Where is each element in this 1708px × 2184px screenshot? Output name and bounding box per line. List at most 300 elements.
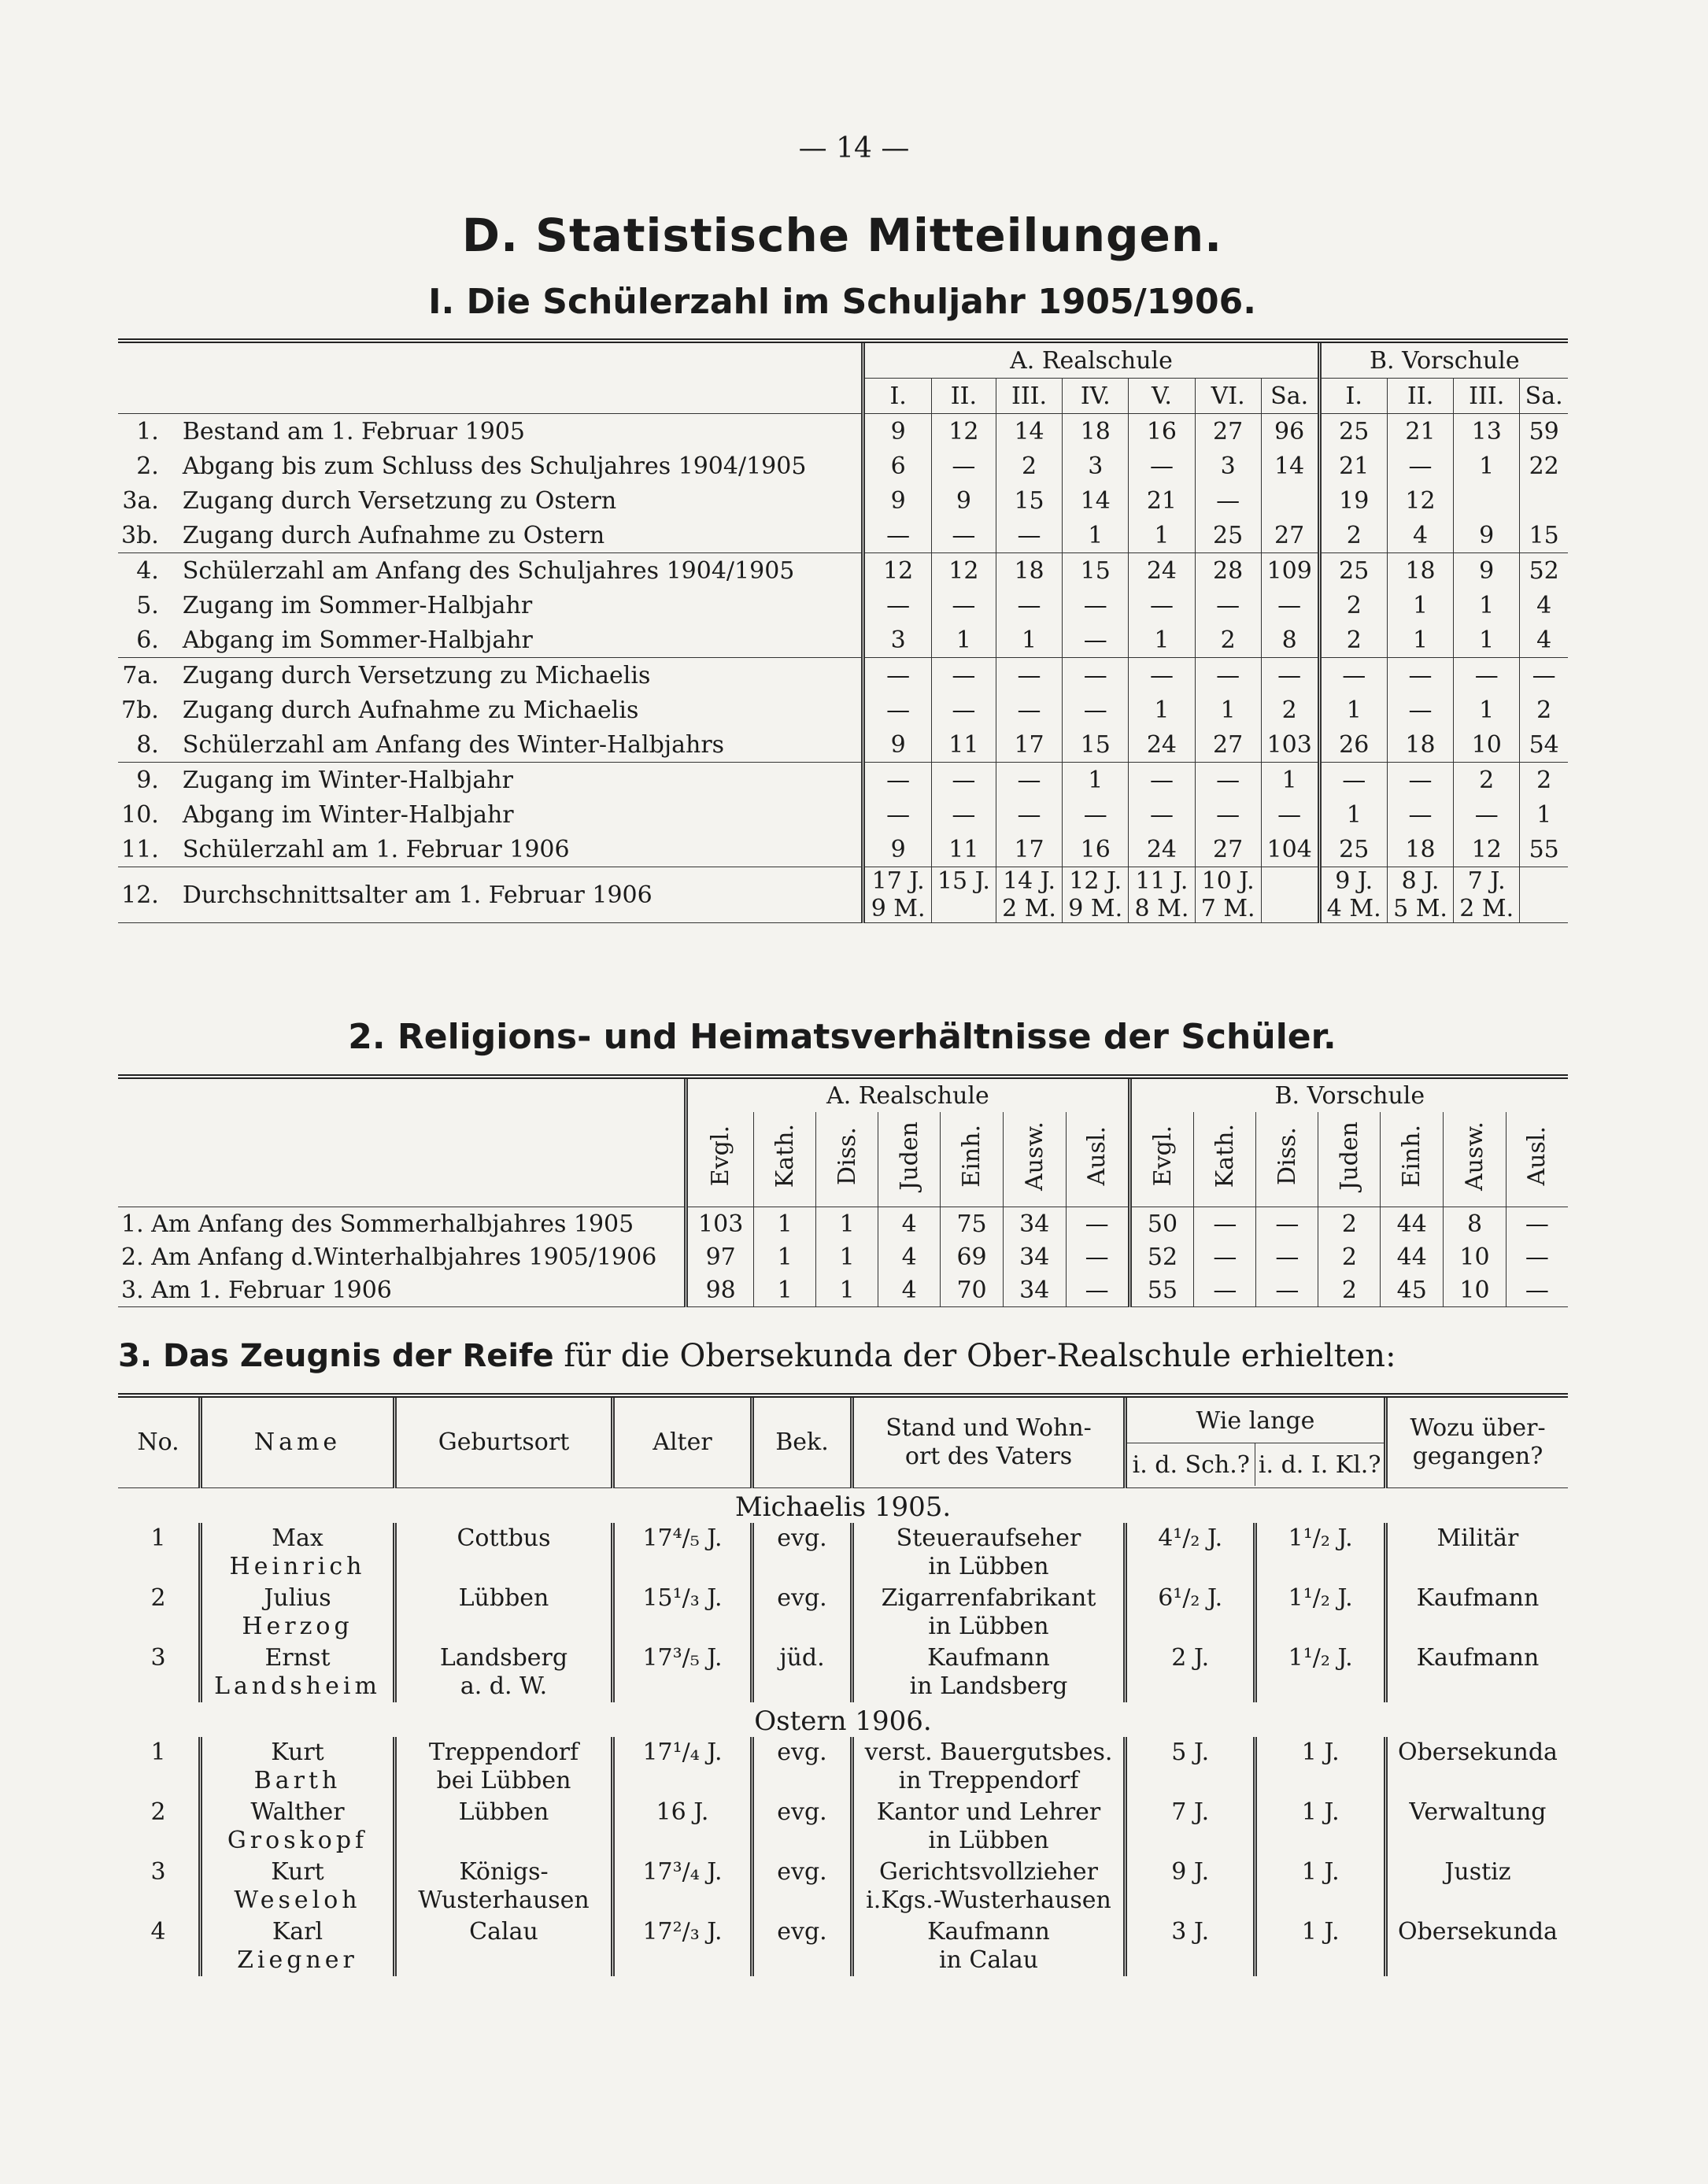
cell-vorschule: 4 <box>1387 518 1453 553</box>
cell-realschule: 14 <box>996 414 1062 449</box>
cell-vorschule: 1 <box>1454 623 1520 658</box>
age-years-vorschule <box>1520 867 1568 896</box>
years-in-school: 4¹/₂ J. <box>1126 1523 1255 1583</box>
years-in-school: 3 J. <box>1126 1916 1255 1976</box>
cell-realschule: 17 <box>996 832 1062 867</box>
cell-vorschule: 10 <box>1454 727 1520 763</box>
father-occupation-line2: in Lübben <box>928 1613 1049 1640</box>
father-occupation <box>852 1857 1126 1916</box>
row-number: 1. <box>118 414 172 449</box>
row-label: Abgang im Sommer-Halbjahr <box>182 626 533 654</box>
t2-group-b: B. Vorschule <box>1129 1077 1568 1112</box>
cell-realschule: — <box>931 518 996 553</box>
cell-realschule: — <box>1195 658 1261 693</box>
years-in-class: 1¹/₂ J. <box>1255 1523 1385 1583</box>
cell-realschule: 24 <box>1129 553 1195 589</box>
t2-col-label: Ausw. <box>1020 1121 1048 1192</box>
row-number: 9. <box>118 763 172 798</box>
father-occupation <box>852 1523 1126 1583</box>
cell-realschule: 104 <box>1261 832 1319 867</box>
student-name <box>201 1857 395 1916</box>
destination: Verwaltung <box>1385 1797 1568 1857</box>
row-number: 3b. <box>121 521 159 549</box>
header-no: No. <box>118 1395 201 1488</box>
cell-vorschule: — <box>1454 658 1520 693</box>
cell-realschule: 1 <box>816 1240 878 1273</box>
cell-realschule: 4 <box>878 1240 941 1273</box>
cell-realschule: — <box>1066 1240 1129 1273</box>
student-name <box>201 1583 395 1643</box>
t2-col-b <box>1318 1112 1381 1207</box>
age-years-realschule: 11 J. <box>1129 867 1195 896</box>
cell-realschule: 96 <box>1261 414 1319 449</box>
table-row <box>118 588 1568 623</box>
group-title: Michaelis 1905. <box>734 1491 952 1523</box>
cell-realschule: — <box>1129 588 1195 623</box>
student-birthplace <box>395 1523 613 1583</box>
cell-vorschule: 1 <box>1319 797 1387 832</box>
table-row <box>118 727 1568 763</box>
cell-vorschule: — <box>1319 763 1387 798</box>
student-number: 2 <box>150 1798 166 1826</box>
row-number: 8. <box>136 730 159 759</box>
father-occupation-line1: Kantor und Lehrer <box>876 1798 1101 1826</box>
cell-vorschule: — <box>1387 693 1453 727</box>
father-occupation <box>852 1583 1126 1643</box>
cell-realschule: 9 <box>863 414 931 449</box>
cell-vorschule: 2 <box>1319 518 1387 553</box>
cell-realschule: — <box>931 588 996 623</box>
cell-vorschule: 10 <box>1444 1240 1507 1273</box>
table3-title <box>118 1338 1396 1374</box>
table-row <box>118 553 1568 589</box>
cell-realschule: 1 <box>1129 518 1195 553</box>
cell-realschule: 12 <box>931 414 996 449</box>
student-last-name: Ziegner <box>237 1946 358 1974</box>
t1-col-a: III. <box>996 379 1062 414</box>
t2-col-a <box>1003 1112 1066 1207</box>
cell-realschule: 1 <box>1063 763 1129 798</box>
row-number: 10. <box>121 800 159 829</box>
t1-col-a: IV. <box>1063 379 1129 414</box>
cell-realschule: — <box>863 693 931 727</box>
cell-realschule: 24 <box>1129 727 1195 763</box>
student-number: 3 <box>150 1644 166 1672</box>
student-name <box>201 1523 395 1583</box>
row-number: 12. <box>118 867 172 923</box>
t2-col-label: Diss. <box>1273 1127 1301 1185</box>
cell-realschule: 1 <box>754 1273 816 1307</box>
birthplace-line2: a. d. W. <box>460 1672 548 1700</box>
header-wozu <box>1385 1395 1568 1488</box>
father-occupation-line1: Steueraufseher <box>896 1524 1081 1552</box>
cell-realschule: — <box>1129 449 1195 483</box>
cell-realschule: 2 <box>1261 693 1319 727</box>
student-confession: jüd. <box>752 1643 852 1702</box>
cell-realschule: — <box>1063 623 1129 658</box>
cell-realschule: 3 <box>1063 449 1129 483</box>
cell-vorschule: 10 <box>1444 1273 1507 1307</box>
cell-vorschule: 15 <box>1520 518 1568 553</box>
cell-realschule: 1 <box>931 623 996 658</box>
student-last-name: Landsheim <box>214 1672 381 1700</box>
table2-title: 2. Religions- und Heimatsverhältnisse der Schüler. <box>348 1017 1336 1057</box>
cell-vorschule <box>1454 483 1520 518</box>
cell-realschule: — <box>996 763 1062 798</box>
destination: Obersekunda <box>1385 1916 1568 1976</box>
age-years-realschule: 14 J. <box>996 867 1062 896</box>
row-label: 1. Am Anfang des Sommerhalbjahres 1905 <box>121 1210 634 1238</box>
cell-realschule: 9 <box>863 832 931 867</box>
age-months-vorschule: 4 M. <box>1319 895 1387 923</box>
cell-vorschule: — <box>1194 1240 1256 1273</box>
row-label: Schülerzahl am Anfang des Schuljahres 1904/1905 <box>172 553 863 589</box>
cell-vorschule: — <box>1256 1273 1318 1307</box>
table-row <box>118 1240 1568 1273</box>
cell-realschule: 18 <box>1063 414 1129 449</box>
t1-group-b: B. Vorschule <box>1319 341 1568 379</box>
cell-realschule: 11 <box>931 727 996 763</box>
row-label: Bestand am 1. Februar 1905 <box>172 414 863 449</box>
cell-realschule: 1 <box>1063 518 1129 553</box>
t2-col-a <box>941 1112 1004 1207</box>
cell-realschule: — <box>1261 588 1319 623</box>
birthplace-line2: Wusterhausen <box>418 1887 590 1914</box>
cell-realschule: — <box>931 658 996 693</box>
t2-col-label: Juden <box>895 1122 923 1191</box>
cell-realschule: 1 <box>1261 763 1319 798</box>
table-row <box>118 1797 1568 1857</box>
student-last-name: Barth <box>253 1767 342 1794</box>
cell-realschule <box>1261 483 1319 518</box>
student-name <box>201 1916 395 1976</box>
destination: Kaufmann <box>1385 1583 1568 1643</box>
destination: Militär <box>1385 1523 1568 1583</box>
cell-realschule: 34 <box>1003 1207 1066 1241</box>
table-row <box>118 832 1568 867</box>
table-row <box>118 518 1568 553</box>
age-months-realschule: 7 M. <box>1195 895 1261 923</box>
cell-realschule: 27 <box>1195 727 1261 763</box>
student-birthplace <box>395 1737 613 1797</box>
father-occupation <box>852 1737 1126 1797</box>
cell-realschule: 24 <box>1129 832 1195 867</box>
cell-realschule: 103 <box>686 1207 754 1241</box>
cell-realschule: 1 <box>816 1207 878 1241</box>
years-in-school: 5 J. <box>1126 1737 1255 1797</box>
cell-realschule: 34 <box>1003 1240 1066 1273</box>
t1-col-b: II. <box>1387 379 1453 414</box>
cell-realschule: 6 <box>863 449 931 483</box>
student-count-table <box>118 338 1568 923</box>
cell-realschule: — <box>996 658 1062 693</box>
father-occupation-line1: Zigarrenfabrikant <box>881 1584 1096 1612</box>
cell-vorschule: 26 <box>1319 727 1387 763</box>
table-row <box>118 1207 1568 1241</box>
header-in-der-klasse: i. d. I. Kl.? <box>1255 1443 1383 1486</box>
cell-vorschule: — <box>1520 658 1568 693</box>
father-occupation-line2: in Treppendorf <box>898 1767 1079 1794</box>
cell-vorschule: 52 <box>1129 1240 1194 1273</box>
age-months-realschule <box>1261 895 1319 923</box>
t2-col-b <box>1194 1112 1256 1207</box>
cell-realschule: 25 <box>1195 518 1261 553</box>
cell-vorschule: — <box>1506 1240 1568 1273</box>
years-in-class: 1¹/₂ J. <box>1255 1643 1385 1702</box>
t2-header-blank <box>118 1077 686 1207</box>
table-row <box>118 1273 1568 1307</box>
row-number: 7b. <box>121 696 159 724</box>
cell-realschule: 18 <box>996 553 1062 589</box>
student-last-name: Groskopf <box>227 1827 368 1854</box>
age-years-realschule: 12 J. <box>1063 867 1129 896</box>
birthplace-line1: Cottbus <box>457 1524 551 1552</box>
student-name <box>201 1643 395 1702</box>
age-years-realschule <box>1261 867 1319 896</box>
cell-realschule: 2 <box>996 449 1062 483</box>
cell-realschule: — <box>1261 658 1319 693</box>
t2-col-label: Ausl. <box>1523 1126 1551 1186</box>
destination: Obersekunda <box>1385 1737 1568 1797</box>
table-row <box>118 623 1568 658</box>
cell-vorschule: — <box>1506 1273 1568 1307</box>
cell-realschule: — <box>1129 763 1195 798</box>
t2-col-b <box>1506 1112 1568 1207</box>
cell-realschule: 4 <box>878 1273 941 1307</box>
age-years-realschule: 17 J. <box>863 867 931 896</box>
student-first-name: Karl <box>272 1918 323 1946</box>
years-in-class: 1 J. <box>1255 1737 1385 1797</box>
father-occupation-line2: in Lübben <box>928 1827 1049 1854</box>
destination: Justiz <box>1385 1857 1568 1916</box>
cell-realschule: 1 <box>754 1240 816 1273</box>
cell-realschule: — <box>1195 483 1261 518</box>
cell-vorschule: 4 <box>1520 623 1568 658</box>
student-confession: evg. <box>752 1583 852 1643</box>
cell-vorschule: 55 <box>1520 832 1568 867</box>
header-geburtsort: Geburtsort <box>395 1395 613 1488</box>
cell-realschule: 1 <box>1195 693 1261 727</box>
age-months-realschule: 2 M. <box>996 895 1062 923</box>
t2-col-label: Diss. <box>833 1127 861 1185</box>
student-age: 17¹/₄ J. <box>613 1737 752 1797</box>
table1-title: I. Die Schülerzahl im Schuljahr 1905/1906. <box>428 282 1256 322</box>
table-row <box>118 414 1568 449</box>
student-last-name: Weseloh <box>234 1887 361 1914</box>
header-name: Name <box>201 1395 395 1488</box>
student-confession: evg. <box>752 1857 852 1916</box>
cell-vorschule <box>1520 483 1568 518</box>
t2-col-b <box>1444 1112 1507 1207</box>
cell-vorschule: 12 <box>1387 483 1453 518</box>
student-number: 4 <box>150 1918 166 1946</box>
cell-realschule: 17 <box>996 727 1062 763</box>
student-first-name: Julius <box>264 1584 331 1612</box>
cell-realschule: 34 <box>1003 1273 1066 1307</box>
t2-col-b <box>1381 1112 1444 1207</box>
row-number: 6. <box>136 626 159 654</box>
row-label: Zugang durch Versetzung zu Ostern <box>182 486 617 515</box>
student-number: 2 <box>150 1584 166 1612</box>
birthplace-line1: Calau <box>469 1918 538 1946</box>
cell-vorschule: — <box>1194 1273 1256 1307</box>
cell-vorschule: 1 <box>1454 588 1520 623</box>
age-months-realschule: 8 M. <box>1129 895 1195 923</box>
cell-realschule: 98 <box>686 1273 754 1307</box>
t2-col-label: Evgl. <box>707 1125 735 1187</box>
header-alter: Alter <box>613 1395 752 1488</box>
cell-realschule: — <box>1195 588 1261 623</box>
cell-vorschule: 2 <box>1318 1273 1381 1307</box>
row-label: Abgang bis zum Schluss des Schuljahres 1904/1905 <box>182 452 807 480</box>
religion-table <box>118 1074 1568 1307</box>
cell-realschule: — <box>996 518 1062 553</box>
birthplace-line1: Treppendorf <box>428 1739 579 1766</box>
student-age: 17³/₄ J. <box>613 1857 752 1916</box>
student-last-name: Heinrich <box>229 1553 366 1580</box>
cell-realschule: — <box>996 693 1062 727</box>
row-label: Durchschnittsalter am 1. Februar 1906 <box>172 867 863 923</box>
table-row <box>118 1737 1568 1797</box>
cell-vorschule: 25 <box>1319 832 1387 867</box>
cell-vorschule: 25 <box>1319 553 1387 589</box>
row-label: 2. Am Anfang d.Winterhalbjahres 1905/1906 <box>121 1243 657 1271</box>
cell-vorschule: 25 <box>1319 414 1387 449</box>
cell-realschule: 70 <box>941 1273 1004 1307</box>
cell-vorschule: 18 <box>1387 832 1453 867</box>
age-years-realschule: 10 J. <box>1195 867 1261 896</box>
destination: Kaufmann <box>1385 1643 1568 1702</box>
father-occupation-line1: Kaufmann <box>927 1918 1050 1946</box>
student-name <box>201 1797 395 1857</box>
cell-vorschule: 19 <box>1319 483 1387 518</box>
student-birthplace <box>395 1583 613 1643</box>
cell-vorschule: 22 <box>1520 449 1568 483</box>
cell-vorschule: 1 <box>1454 449 1520 483</box>
cell-realschule: 14 <box>1261 449 1319 483</box>
years-in-school: 9 J. <box>1126 1857 1255 1916</box>
cell-realschule: 21 <box>1129 483 1195 518</box>
header-wie-lange <box>1126 1395 1386 1488</box>
header-stand-line2: ort des Vaters <box>904 1443 1073 1470</box>
header-in-der-schule: i. d. Sch.? <box>1127 1443 1255 1486</box>
cell-vorschule: — <box>1387 658 1453 693</box>
row-number: 2. <box>136 452 159 480</box>
student-age: 17⁴/₅ J. <box>613 1523 752 1583</box>
table-row <box>118 763 1568 798</box>
father-occupation <box>852 1916 1126 1976</box>
cell-vorschule: 4 <box>1520 588 1568 623</box>
student-age: 15¹/₃ J. <box>613 1583 752 1643</box>
student-number: 1 <box>150 1524 166 1552</box>
cell-realschule: 9 <box>863 483 931 518</box>
father-occupation-line1: Gerichtsvollzieher <box>879 1858 1098 1886</box>
row-label: Zugang im Winter-Halbjahr <box>172 763 863 798</box>
cell-realschule: — <box>1129 797 1195 832</box>
father-occupation-line2: in Lübben <box>928 1553 1049 1580</box>
row-number: 3a. <box>122 486 159 515</box>
cell-realschule: — <box>1063 797 1129 832</box>
t2-col-b <box>1129 1112 1194 1207</box>
father-occupation-line2: i.Kgs.-Wusterhausen <box>866 1887 1111 1914</box>
student-confession: evg. <box>752 1523 852 1583</box>
cell-vorschule: 1 <box>1520 797 1568 832</box>
row-label: Zugang durch Aufnahme zu Michaelis <box>182 696 639 724</box>
cell-vorschule: 1 <box>1319 693 1387 727</box>
header-wie-lange-label: Wie lange <box>1196 1407 1315 1435</box>
cell-vorschule: 50 <box>1129 1207 1194 1241</box>
row-label: Zugang durch Versetzung zu Michaelis <box>172 658 863 693</box>
t2-col-a <box>878 1112 941 1207</box>
student-birthplace <box>395 1797 613 1857</box>
cell-realschule: 27 <box>1261 518 1319 553</box>
group-title: Ostern 1906. <box>754 1705 932 1737</box>
cell-realschule: — <box>863 518 931 553</box>
cell-vorschule: 59 <box>1520 414 1568 449</box>
age-years-vorschule: 7 J. <box>1454 867 1520 896</box>
cell-realschule: — <box>996 588 1062 623</box>
birthplace-line2: bei Lübben <box>436 1767 571 1794</box>
age-months-realschule: 9 M. <box>1063 895 1129 923</box>
cell-realschule: 103 <box>1261 727 1319 763</box>
age-months-vorschule: 2 M. <box>1454 895 1520 923</box>
student-birthplace <box>395 1916 613 1976</box>
cell-realschule: 16 <box>1063 832 1129 867</box>
father-occupation-line2: in Landsberg <box>909 1672 1068 1700</box>
student-confession: evg. <box>752 1737 852 1797</box>
student-first-name: Walther <box>250 1798 345 1826</box>
cell-vorschule: 2 <box>1319 588 1387 623</box>
cell-realschule: — <box>1129 658 1195 693</box>
years-in-school: 7 J. <box>1126 1797 1255 1857</box>
birthplace-line1: Lübben <box>458 1584 549 1612</box>
birthplace-line1: Landsberg <box>439 1644 568 1672</box>
student-first-name: Ernst <box>264 1644 331 1672</box>
t2-col-label: Einh. <box>1398 1125 1426 1188</box>
table-row <box>118 1583 1568 1643</box>
cell-realschule: 1 <box>996 623 1062 658</box>
cell-vorschule: 21 <box>1319 449 1387 483</box>
table-row <box>118 483 1568 518</box>
student-birthplace <box>395 1643 613 1702</box>
student-age: 16 J. <box>613 1797 752 1857</box>
cell-vorschule: 2 <box>1454 763 1520 798</box>
student-birthplace <box>395 1857 613 1916</box>
section-title: D. Statistische Mitteilungen. <box>461 209 1223 262</box>
cell-realschule: 28 <box>1195 553 1261 589</box>
cell-realschule: 15 <box>1063 553 1129 589</box>
cell-vorschule: — <box>1256 1240 1318 1273</box>
cell-vorschule: 52 <box>1520 553 1568 589</box>
birthplace-line1: Königs- <box>459 1858 549 1886</box>
student-last-name: Herzog <box>242 1613 353 1640</box>
cell-vorschule: 18 <box>1387 553 1453 589</box>
cell-vorschule: — <box>1506 1207 1568 1241</box>
graduates-table <box>118 1393 1568 1976</box>
student-number: 3 <box>150 1858 166 1886</box>
student-number: 1 <box>150 1739 166 1766</box>
father-occupation <box>852 1797 1126 1857</box>
cell-vorschule: 2 <box>1318 1207 1381 1241</box>
cell-realschule: — <box>863 658 931 693</box>
cell-vorschule: 44 <box>1381 1207 1444 1241</box>
t1-group-a: A. Realschule <box>863 341 1319 379</box>
student-age: 17²/₃ J. <box>613 1916 752 1976</box>
cell-realschule: 8 <box>1261 623 1319 658</box>
cell-realschule: 4 <box>878 1207 941 1241</box>
cell-realschule: 15 <box>996 483 1062 518</box>
t2-col-label: Kath. <box>771 1124 799 1188</box>
